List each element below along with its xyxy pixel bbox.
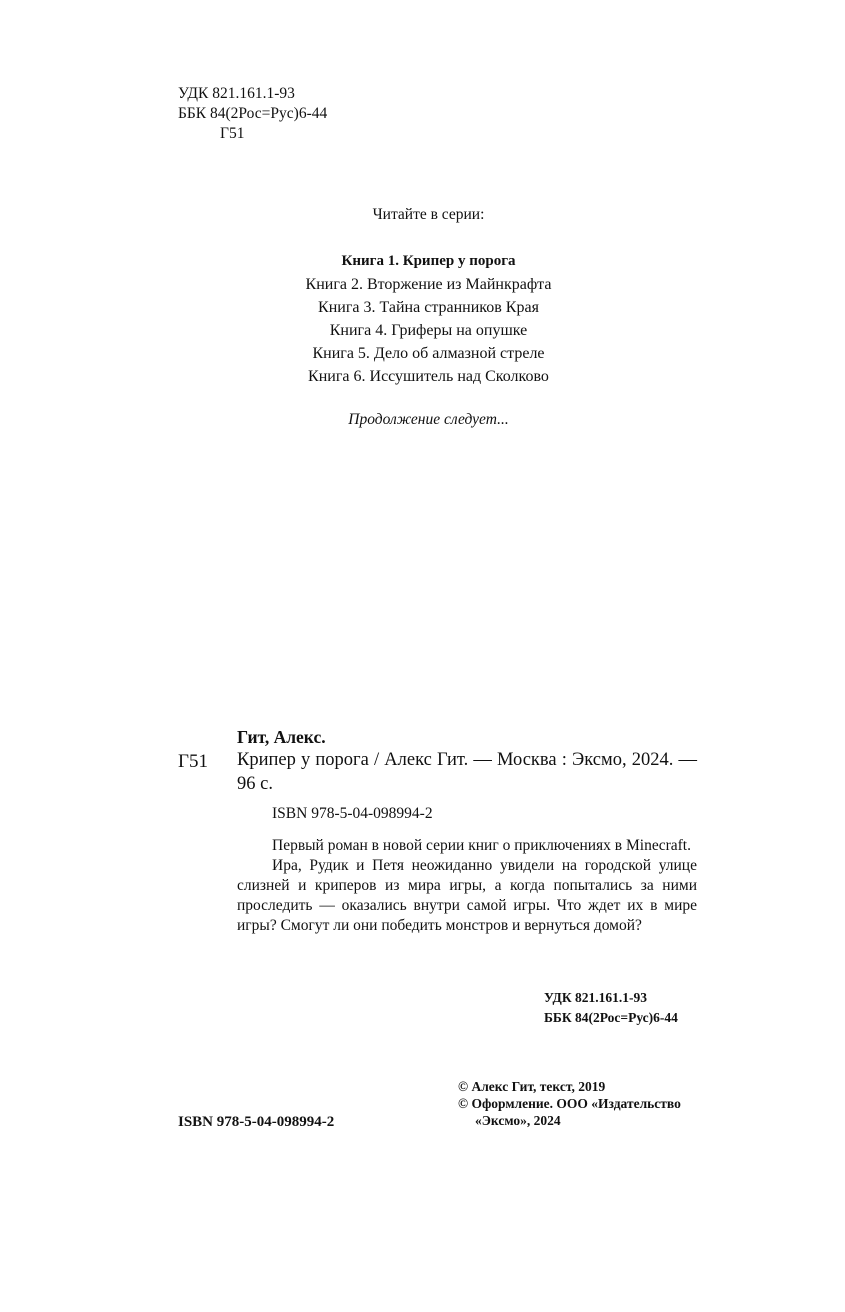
continued-note: Продолжение следует...: [348, 411, 509, 428]
copyright-text: © Алекс Гит, текст, 2019: [458, 1079, 606, 1094]
catalog-author: Гит, Алекс.: [237, 727, 326, 747]
catalog-cutter: Г51: [178, 751, 208, 772]
copyright-block: [458, 1078, 681, 1129]
series-book-5: Книга 5. Дело об алмазной стреле: [312, 345, 545, 362]
cutter-code: Г51: [220, 125, 245, 142]
series-list: [0, 205, 845, 430]
udk-code: УДК 821.161.1-93: [178, 85, 295, 102]
catalog-title-description: Крипер у порога / Алекс Гит. — Москва : Эксмо, 2024. — 96 с.: [237, 750, 697, 794]
catalog-udk: УДК 821.161.1-93: [544, 990, 647, 1005]
footer-isbn: ISBN 978-5-04-098994-2: [178, 1114, 335, 1130]
series-book-3: Книга 3. Тайна странников Края: [318, 299, 539, 316]
bbk-code: ББК 84(2Рос=Рус)6-44: [178, 105, 328, 122]
series-heading: Читайте в серии:: [372, 206, 485, 223]
series-book-6: Книга 6. Иссушитель над Сколково: [308, 368, 549, 385]
annotation-paragraph-2: Ира, Рудик и Петя неожиданно увидели на городской улице слизней и криперов из мира игры, а когда попытались за ними проследить — оказались внутри самой игры. Что ждет их в мире игры? Смогут ли они победить монстров и вернуться домой?: [237, 857, 697, 934]
catalog-annotation: [237, 836, 697, 936]
series-book-4: Книга 4. Гриферы на опушке: [329, 322, 528, 339]
catalog-isbn: ISBN 978-5-04-098994-2: [272, 805, 433, 822]
classification-codes-top: [178, 84, 327, 144]
series-book-1: Книга 1. Крипер у порога: [341, 253, 516, 269]
annotation-paragraph-1: Первый роман в новой серии книг о приключениях в Minecraft.: [272, 837, 691, 854]
copyright-design-line-1: © Оформление. ООО «Издательство: [458, 1096, 681, 1111]
catalog-bbk: ББК 84(2Рос=Рус)6-44: [544, 1010, 678, 1025]
classification-codes-bottom: [544, 988, 678, 1028]
copyright-design-line-2: «Эксмо», 2024: [475, 1113, 561, 1128]
series-book-2: Книга 2. Вторжение из Майнкрафта: [305, 276, 552, 293]
